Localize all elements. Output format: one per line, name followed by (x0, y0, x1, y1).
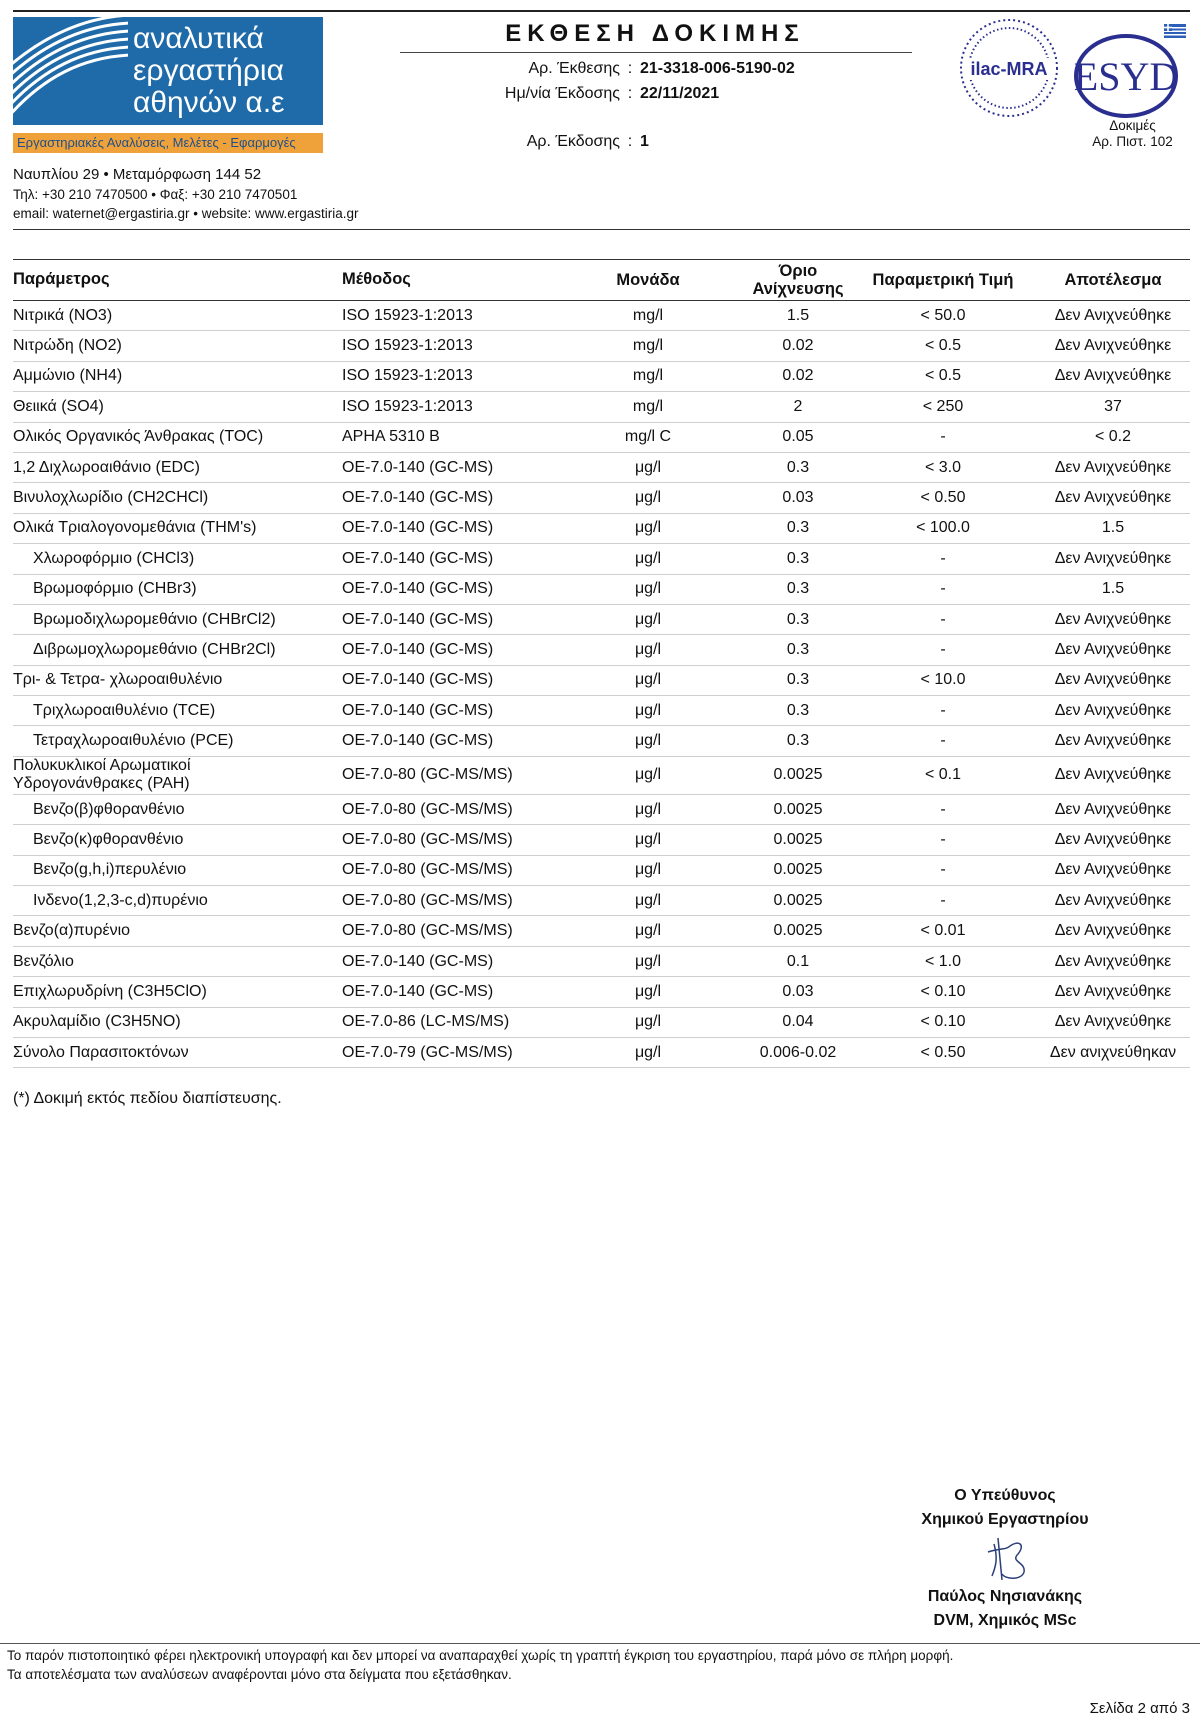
cell-result: 1.5 (1101, 580, 1125, 598)
cell-method: ΟΕ-7.0-80 (GC-MS/MS) (342, 766, 513, 784)
company-logo (13, 17, 323, 125)
cell-detection-limit: 0.3 (786, 549, 810, 567)
cell-result: Δεν Ανιχνεύθηκε (1054, 732, 1172, 750)
table-row (13, 916, 1190, 946)
cell-parameter: Αμμώνιο (NH4) (13, 367, 123, 385)
esyd-logo-icon (1072, 22, 1190, 122)
cell-detection-limit: 0.0025 (773, 861, 823, 879)
table-row (13, 514, 1190, 544)
cell-method: ΟΕ-7.0-140 (GC-MS) (342, 732, 494, 750)
cell-method: ΟΕ-7.0-80 (GC-MS/MS) (342, 891, 513, 909)
top-rule (13, 10, 1190, 12)
cell-unit: μg/l (634, 610, 662, 628)
ilac-mra-logo-icon (955, 14, 1063, 122)
table-row (13, 947, 1190, 977)
cell-unit: μg/l (634, 519, 662, 537)
accreditation-caption-1: Δοκιμές (1109, 118, 1156, 133)
cell-method: ISO 15923-1:2013 (342, 397, 473, 415)
cell-detection-limit: 0.03 (782, 982, 814, 1000)
cell-detection-limit: 0.3 (786, 640, 810, 658)
cell-unit: μg/l (634, 671, 662, 689)
table-row (13, 544, 1190, 574)
cell-result: Δεν Ανιχνεύθηκε (1054, 701, 1172, 719)
cell-detection-limit: 0.3 (786, 610, 810, 628)
cell-method: ΟΕ-7.0-140 (GC-MS) (342, 610, 494, 628)
cell-detection-limit: 0.02 (782, 337, 814, 355)
table-row (13, 696, 1190, 726)
table-row (13, 301, 1190, 331)
cell-detection-limit: 0.0025 (773, 766, 823, 784)
table-row (13, 825, 1190, 855)
table-row (13, 886, 1190, 916)
results-table-body (13, 301, 1190, 1068)
cell-unit: μg/l (634, 922, 662, 940)
cell-unit: μg/l (634, 800, 662, 818)
signatory-name: Παύλος Νησιανάκης (927, 1588, 1083, 1605)
cell-result: Δεν ανιχνεύθηκαν (1049, 1043, 1177, 1061)
cell-unit: μg/l (634, 458, 662, 476)
cell-unit: mg/l C (624, 428, 672, 446)
cell-parameter: Βινυλοχλωρίδιο (CH2CHCl) (13, 489, 209, 507)
cell-detection-limit: 0.3 (786, 732, 810, 750)
cell-parametric-value: - (940, 640, 946, 658)
signature-role-line1: Ο Υπεύθυνος (954, 1487, 1056, 1504)
cell-detection-limit: 0.0025 (773, 830, 823, 848)
report-issue: 1 (640, 133, 649, 150)
cell-detection-limit: 0.05 (782, 428, 814, 446)
report-number-row: Αρ. Έκθεσης : 21-3318-006-5190-02 (400, 60, 795, 78)
cell-detection-limit: 0.3 (786, 458, 810, 476)
table-row (13, 423, 1190, 453)
cell-result: Δεν Ανιχνεύθηκε (1054, 367, 1172, 385)
cell-parametric-value: < 0.5 (924, 337, 962, 355)
footnote: (*) Δοκιμή εκτός πεδίου διαπίστευσης. (13, 1090, 282, 1107)
cell-result: Δεν Ανιχνεύθηκε (1054, 891, 1172, 909)
report-title: ΕΚΘΕΣΗ ΔΟΚΙΜΗΣ (505, 20, 805, 47)
header-unit: Μονάδα (616, 270, 680, 289)
esyd-text: ESYD (1073, 54, 1179, 99)
cell-method: ΟΕ-7.0-80 (GC-MS/MS) (342, 830, 513, 848)
cell-parameter: Χλωροφόρμιο (CHCl3) (33, 549, 195, 567)
cell-unit: μg/l (634, 549, 662, 567)
header-result: Αποτέλεσμα (1064, 270, 1162, 289)
cell-result: Δεν Ανιχνεύθηκε (1054, 952, 1172, 970)
table-row (13, 453, 1190, 483)
cell-detection-limit: 0.03 (782, 489, 814, 507)
cell-unit: μg/l (634, 580, 662, 598)
cell-method: ΟΕ-7.0-80 (GC-MS/MS) (342, 861, 513, 879)
cell-detection-limit: 0.006-0.02 (759, 1043, 837, 1061)
header-param-value: Παραμετρική Τιμή (872, 270, 1014, 289)
cell-detection-limit: 0.0025 (773, 922, 823, 940)
cell-parameter: Βρωμοφόρμιο (CHBr3) (33, 580, 197, 598)
cell-method: APHA 5310 B (342, 428, 440, 446)
logo-line-2: εργαστήρια (133, 54, 284, 87)
cell-result: Δεν Ανιχνεύθηκε (1054, 610, 1172, 628)
cell-method: ΟΕ-7.0-140 (GC-MS) (342, 580, 494, 598)
cell-result: Δεν Ανιχνεύθηκε (1054, 861, 1172, 879)
cell-unit: μg/l (634, 891, 662, 909)
cell-result: Δεν Ανιχνεύθηκε (1054, 549, 1172, 567)
cell-unit: μg/l (634, 982, 662, 1000)
signature-role (885, 1484, 1125, 1532)
cell-unit: mg/l (632, 337, 664, 355)
cell-method: ΟΕ-7.0-140 (GC-MS) (342, 640, 494, 658)
cell-method: ΟΕ-7.0-140 (GC-MS) (342, 549, 494, 567)
cell-result: Δεν Ανιχνεύθηκε (1054, 640, 1172, 658)
cell-parametric-value: < 3.0 (924, 458, 962, 476)
cell-result: Δεν Ανιχνεύθηκε (1054, 489, 1172, 507)
page-number: Σελίδα 2 από 3 (1089, 1700, 1190, 1717)
cell-parameter: Βενζο(κ)φθορανθένιο (33, 830, 184, 848)
cell-detection-limit: 1.5 (786, 306, 810, 324)
cell-parameter: Πολυκυκλικοί Αρωματικοί Υδρογονάνθρακες (PAH) (13, 757, 191, 793)
cell-method: ISO 15923-1:2013 (342, 306, 473, 324)
cell-detection-limit: 0.3 (786, 580, 810, 598)
cell-result: Δεν Ανιχνεύθηκε (1054, 306, 1172, 324)
signatory-title: DVM, Χημικός MSc (933, 1612, 1077, 1629)
cell-parameter: Επιχλωρυδρίνη (C3H5ClO) (13, 982, 207, 1000)
cell-unit: μg/l (634, 830, 662, 848)
accreditation-caption (1075, 118, 1190, 150)
cell-result: 37 (1104, 397, 1122, 415)
cell-method: ΟΕ-7.0-140 (GC-MS) (342, 701, 494, 719)
cell-parametric-value: < 250 (922, 397, 964, 415)
cell-parametric-value: < 0.5 (924, 367, 962, 385)
logo-line-1: αναλυτικά (133, 22, 264, 55)
phone-fax: Τηλ: +30 210 7470500 • Φαξ: +30 210 7470501 (13, 187, 298, 202)
cell-parametric-value: < 0.50 (920, 489, 966, 507)
report-issue-label: Αρ. Έκδοσης (526, 133, 620, 150)
header-method: Μέθοδος (342, 270, 411, 288)
table-row (13, 575, 1190, 605)
cell-parametric-value: - (940, 861, 946, 879)
header-lod-line1: Όριο (778, 261, 818, 280)
cell-unit: mg/l (632, 397, 664, 415)
cell-parametric-value: - (940, 800, 946, 818)
cell-parameter: Βενζο(g,h,i)περυλένιο (33, 861, 187, 879)
logo-tagline: Εργαστηριακές Αναλύσεις, Μελέτες - Εφαρμογές (13, 133, 323, 153)
cell-parameter: 1,2 Διχλωροαιθάνιο (EDC) (13, 458, 200, 476)
cell-parameter: Ολικά Τριαλογονομεθάνια (THM's) (13, 519, 257, 537)
cell-parametric-value: < 0.10 (920, 982, 966, 1000)
table-row (13, 1008, 1190, 1038)
cell-parametric-value: < 0.01 (920, 922, 966, 940)
cell-detection-limit: 0.04 (782, 1013, 814, 1031)
cell-method: ISO 15923-1:2013 (342, 367, 473, 385)
report-number: 21-3318-006-5190-02 (640, 60, 795, 77)
footer-line-1: Το παρόν πιστοποιητικό φέρει ηλεκτρονική υπογραφή και δεν μπορεί να αναπαραχθεί χωρίς τη γραπτή έγκριση του εργαστηρίου, παρά μόνο σε πλήρη μορφή. (7, 1648, 954, 1663)
cell-method: ΟΕ-7.0-140 (GC-MS) (342, 458, 494, 476)
contact-block (13, 165, 359, 223)
signature-role-line2: Χημικού Εργαστηρίου (921, 1511, 1089, 1528)
cell-parameter: Τρι- & Τετρα- χλωροαιθυλένιο (13, 671, 223, 689)
table-row (13, 635, 1190, 665)
cell-result: Δεν Ανιχνεύθηκε (1054, 337, 1172, 355)
cell-result: Δεν Ανιχνεύθηκε (1054, 458, 1172, 476)
cell-unit: μg/l (634, 861, 662, 879)
cell-parametric-value: < 0.10 (920, 1013, 966, 1031)
address: Ναυπλίου 29 • Μεταμόρφωση 144 52 (13, 166, 262, 183)
email-website: email: waternet@ergastiria.gr • website: www.ergastiria.gr (13, 206, 359, 221)
cell-result: 1.5 (1101, 519, 1125, 537)
ilac-text: ilac-MRA (970, 59, 1048, 79)
logo-line-3: αθηνών α.ε (133, 86, 285, 119)
cell-method: ΟΕ-7.0-140 (GC-MS) (342, 519, 494, 537)
table-row (13, 795, 1190, 825)
report-date: 22/11/2021 (640, 85, 720, 102)
cell-method: ΟΕ-7.0-140 (GC-MS) (342, 489, 494, 507)
greek-flag-icon (1164, 24, 1186, 38)
cell-result: Δεν Ανιχνεύθηκε (1054, 800, 1172, 818)
cell-detection-limit: 0.3 (786, 671, 810, 689)
cell-detection-limit: 0.3 (786, 519, 810, 537)
cell-method: ΟΕ-7.0-140 (GC-MS) (342, 952, 494, 970)
cell-method: ΟΕ-7.0-80 (GC-MS/MS) (342, 922, 513, 940)
cell-parametric-value: - (940, 732, 946, 750)
logo-lines-icon (13, 17, 128, 125)
cell-parametric-value: - (940, 701, 946, 719)
cell-parameter: Θειικά (SO4) (13, 397, 104, 415)
cell-parametric-value: - (940, 830, 946, 848)
cell-parameter: Ακρυλαμίδιο (C3H5NO) (13, 1013, 181, 1031)
cell-parametric-value: - (940, 610, 946, 628)
cell-result: Δεν Ανιχνεύθηκε (1054, 830, 1172, 848)
cell-parametric-value: < 10.0 (920, 671, 966, 689)
cell-parametric-value: - (940, 549, 946, 567)
cell-parametric-value: - (940, 891, 946, 909)
cell-unit: μg/l (634, 732, 662, 750)
cell-result: Δεν Ανιχνεύθηκε (1054, 1013, 1172, 1031)
table-row (13, 726, 1190, 756)
table-row (13, 757, 1190, 795)
cell-unit: mg/l (632, 367, 664, 385)
cell-parametric-value: < 0.50 (920, 1043, 966, 1061)
cell-parameter: Ινδενο(1,2,3-c,d)πυρένιο (33, 891, 208, 909)
report-number-label: Αρ. Έκθεσης (528, 60, 620, 77)
cell-parameter: Διβρωμοχλωρομεθάνιο (CHBr2Cl) (33, 640, 276, 658)
signatory (885, 1585, 1125, 1633)
cell-detection-limit: 0.0025 (773, 891, 823, 909)
cell-detection-limit: 0.02 (782, 367, 814, 385)
table-row (13, 856, 1190, 886)
cell-parameter: Νιτρικά (NO3) (13, 306, 113, 324)
report-date-row: Ημ/νία Έκδοσης : 22/11/2021 (400, 85, 719, 103)
cell-method: ΟΕ-7.0-79 (GC-MS/MS) (342, 1043, 513, 1061)
cell-parametric-value: - (940, 580, 946, 598)
footer-rule (0, 1643, 1200, 1644)
cell-parameter: Νιτρώδη (NO2) (13, 337, 122, 355)
table-row (13, 605, 1190, 635)
cell-parameter: Βενζόλιο (13, 952, 74, 970)
cell-parameter: Βενζο(β)φθορανθένιο (33, 800, 185, 818)
cell-result: Δεν Ανιχνεύθηκε (1054, 671, 1172, 689)
report-issue-row: Αρ. Έκδοσης : 1 (400, 133, 649, 151)
table-row (13, 1038, 1190, 1068)
cell-unit: μg/l (634, 1013, 662, 1031)
table-row (13, 392, 1190, 422)
cell-detection-limit: 0.3 (786, 701, 810, 719)
cell-unit: μg/l (634, 640, 662, 658)
cell-unit: μg/l (634, 489, 662, 507)
cell-detection-limit: 0.1 (786, 952, 810, 970)
table-row (13, 977, 1190, 1007)
signature-mark-icon (980, 1532, 1040, 1584)
table-row (13, 331, 1190, 361)
table-row (13, 362, 1190, 392)
accreditation-caption-2: Αρ. Πιστ. 102 (1092, 134, 1173, 149)
cell-parameter: Βενζο(α)πυρένιο (13, 922, 131, 940)
cell-parametric-value: < 50.0 (920, 306, 966, 324)
cell-detection-limit: 0.0025 (773, 800, 823, 818)
cell-method: ΟΕ-7.0-140 (GC-MS) (342, 671, 494, 689)
title-rule (400, 52, 912, 53)
cell-parametric-value: < 100.0 (916, 519, 970, 537)
logo-wordmark (133, 23, 285, 119)
cell-parametric-value: - (940, 428, 946, 446)
cell-unit: μg/l (634, 766, 662, 784)
cell-unit: mg/l (632, 306, 664, 324)
report-date-label: Ημ/νία Έκδοσης (504, 85, 620, 102)
cell-parameter: Σύνολο Παρασιτοκτόνων (13, 1043, 189, 1061)
cell-parameter: Βρωμοδιχλωρομεθάνιο (CHBrCl2) (33, 610, 276, 628)
cell-parameter: Τετραχλωροαιθυλένιο (PCE) (33, 732, 234, 750)
cell-method: ΟΕ-7.0-140 (GC-MS) (342, 982, 494, 1000)
cell-unit: μg/l (634, 1043, 662, 1061)
cell-unit: μg/l (634, 701, 662, 719)
cell-method: ΟΕ-7.0-80 (GC-MS/MS) (342, 800, 513, 818)
table-row (13, 666, 1190, 696)
cell-detection-limit: 2 (793, 397, 803, 415)
footer-line-2: Τα αποτελέσματα των αναλύσεων αναφέρονται μόνο στα δείγματα που εξετάσθηκαν. (7, 1667, 512, 1682)
footer-disclaimer (7, 1646, 953, 1684)
cell-parametric-value: < 1.0 (924, 952, 962, 970)
header-lod-line2: Ανίχνευσης (752, 279, 844, 298)
cell-parameter: Τριχλωροαιθυλένιο (TCE) (33, 701, 216, 719)
cell-result: Δεν Ανιχνεύθηκε (1054, 982, 1172, 1000)
cell-result: Δεν Ανιχνεύθηκε (1054, 922, 1172, 940)
header-rule (13, 229, 1190, 230)
cell-result: Δεν Ανιχνεύθηκε (1054, 766, 1172, 784)
cell-method: ISO 15923-1:2013 (342, 337, 473, 355)
cell-parameter: Ολικός Οργανικός Άνθρακας (TOC) (13, 428, 264, 446)
cell-method: ΟΕ-7.0-86 (LC-MS/MS) (342, 1013, 510, 1031)
header-param: Παράμετρος (13, 270, 110, 288)
cell-unit: μg/l (634, 952, 662, 970)
cell-parametric-value: < 0.1 (924, 766, 962, 784)
table-row (13, 483, 1190, 513)
cell-result: < 0.2 (1094, 428, 1132, 446)
